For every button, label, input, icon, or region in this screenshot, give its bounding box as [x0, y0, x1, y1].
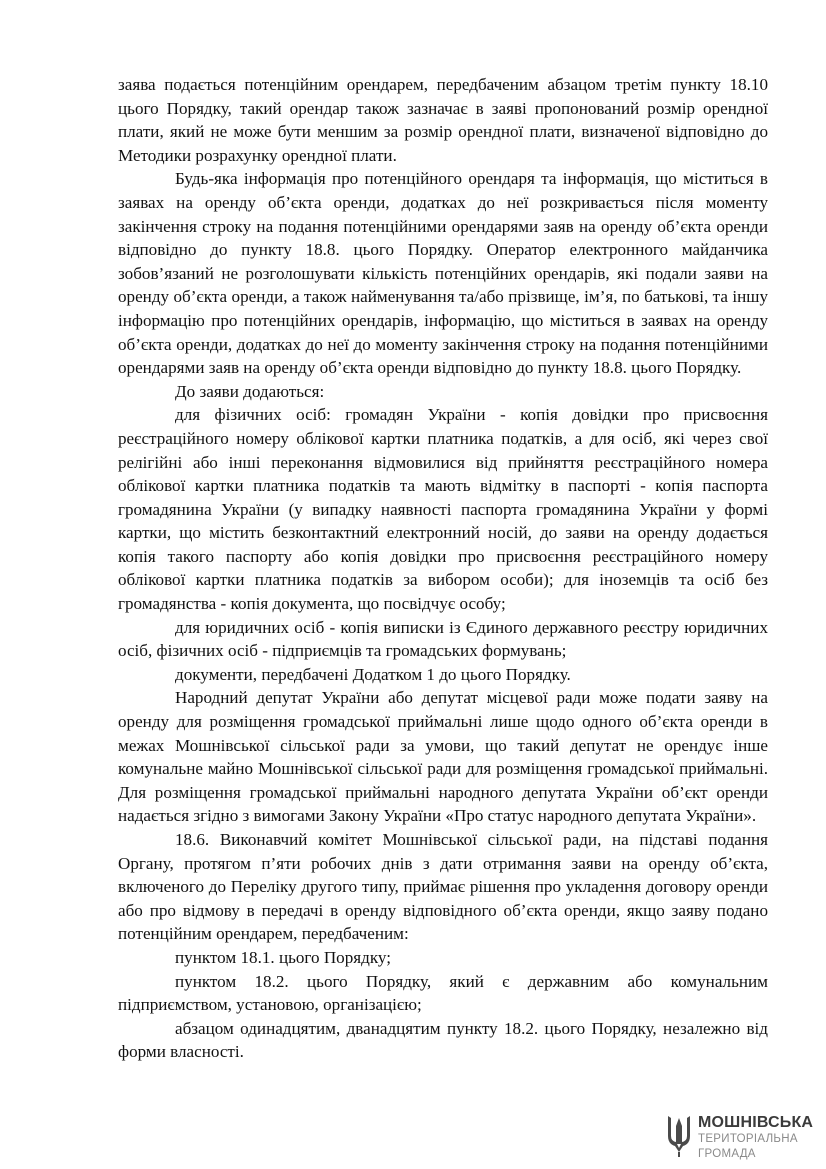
document-body — [118, 73, 768, 1064]
paragraph: для юридичних осіб - копія виписки із Єдиного державного реєстру юридичних осіб, фізичних осіб - підприємців та громадських формувань; — [118, 617, 768, 661]
paragraph: Народний депутат України або депутат місцевої ради може подати заяву на оренду для розміщення громадської приймальні лише щодо одного об’єкта оренди в межах Мошнівської сільської ради за умови, що такий депутат не орендує інше комунальне майно Мошнівської сільської ради для розміщення громадської приймальні. Для розміщення громадської приймальні народного депутата України об’єкт оренди надається згідно з вимогами Закону України «Про статус народного депутата України». — [118, 688, 768, 826]
paragraph: пунктом 18.1. цього Порядку; — [175, 947, 391, 967]
paragraph: До заяви додаються: — [175, 381, 325, 401]
paragraph: абзацом одинадцятим, дванадцятим пункту 18.2. цього Порядку, незалежно від форми власності. — [118, 1018, 768, 1062]
paragraph: документи, передбачені Додатком 1 до цього Порядку. — [175, 664, 571, 684]
paragraph: Будь-яка інформація про потенційного орендаря та інформація, що міститься в заявах на оренду об’єкта оренди, додатках до неї розкривається після моменту закінчення строку на подання потенційними орендарями заяв на оренду об’єкта оренди відповідно до пункту 18.8. цього Порядку. Оператор електронного майданчика зобов’язаний не розголошувати кількість потенційних орендарів, які подали заяви на оренду об’єкта оренди, а також найменування та/або прізвище, ім’я, по батькові, та іншу інформацію про потенційних орендарів, інформацію, що міститься в заявах на оренду об’єкта оренди, додатках до неї до моменту закінчення строку на подання потенційними орендарями заяв на оренду об’єкта оренди відповідно до пункту 18.8. цього Порядку. — [118, 169, 768, 378]
logo-name: МОШНІВСЬКА — [698, 1114, 814, 1131]
paragraph: 18.6. Виконавчий комітет Мошнівської сільської ради, на підставі подання Органу, протягом п’яти робочих днів з дати отримання заяви на оренду об’єкта, включеного до Переліку другого типу, приймає рішення про укладення договору оренди або про відмову в передачі в оренду відповідного об’єкта оренди, якщо заяву подано потенційним орендарем, передбаченим: — [118, 830, 768, 944]
trident-icon — [666, 1112, 692, 1158]
logo-subtitle-1: ТЕРИТОРІАЛЬНА — [698, 1133, 798, 1145]
community-logo — [666, 1112, 816, 1164]
paragraph: заява подається потенційним орендарем, передбаченим абзацом третім пункту 18.10 цього Порядку, такий орендар також зазначає в заяві пропонований розмір орендної плати, який не може бути меншим за розмір орендної плати, визначеної відповідно до Методики розрахунку орендної плати. — [118, 75, 768, 165]
paragraph: пунктом 18.2. цього Порядку, який є державним або комунальним підприємством, установою, організацією; — [118, 971, 768, 1015]
logo-subtitle-2: ГРОМАДА — [698, 1147, 756, 1160]
paragraph: для фізичних осіб: громадян України - копія довідки про присвоєння реєстраційного номеру облікової картки платника податків, а для осіб, які через свої релігійні або інші переконання відмовилися від прийняття реєстраційного номера облікової картки платника податків та мають відмітку в паспорті - копія паспорта громадянина України (у випадку наявності паспорта громадянина України у формі картки, що містить безконтактний електронний носій, до заяви на оренду додається копія такого паспорту або копія довідки про присвоєння реєстраційного номеру облікової картки платника податків за вибором особи); для іноземців та осіб без громадянства - копія документа, що посвідчує особу; — [118, 405, 768, 614]
